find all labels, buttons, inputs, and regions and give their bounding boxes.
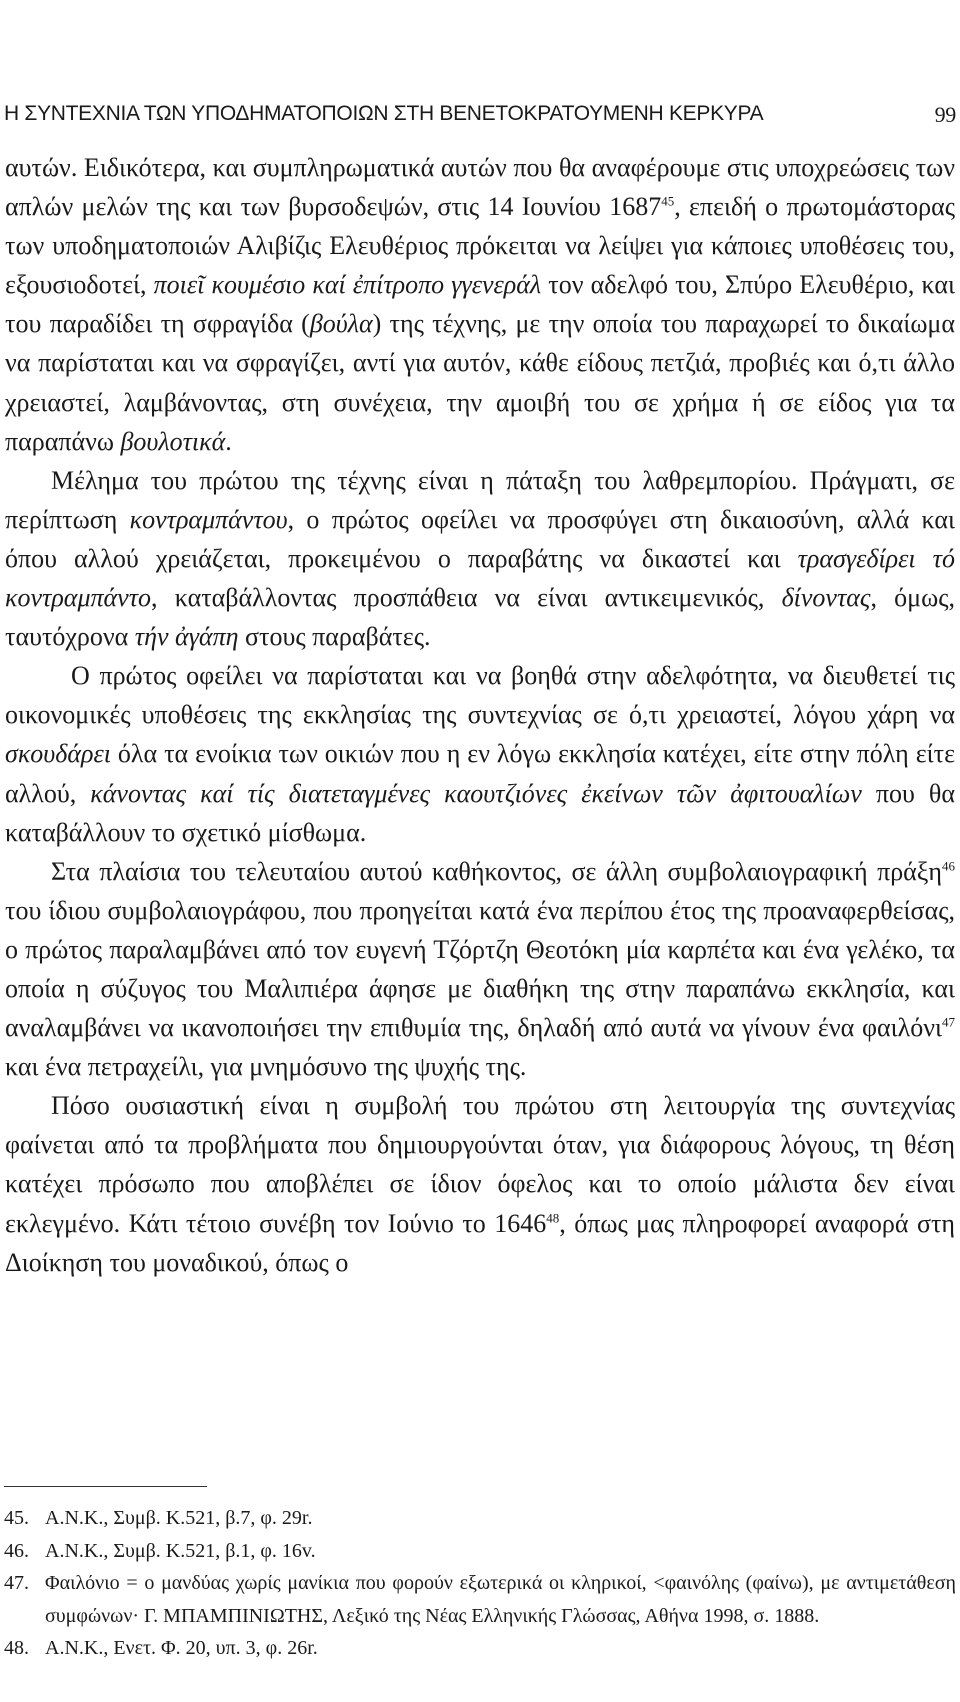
text-run: όλα τα ενοίκια των οικιών που η εν λόγω εκκλησία κατέχει, είτε στην πόλη είτε αλλού, — [5, 739, 955, 808]
text-run: στους παραβάτες. — [238, 622, 431, 652]
italic-run: σκουδάρει — [5, 739, 111, 769]
text-run: Πόσο ουσιαστική είναι η συμβολή του πρώτου στη λειτουργία της συντεχνίας φαίνεται από τα προβλήματα που δημιουργούνται όταν, για διάφορους λόγους, τη θέση κατέχει πρόσωπο που αποβλέπει σε ίδιον όφελος και το οποίο μάλιστα δεν είναι εκλεγμένο. Κάτι τέτοιο συνέβη τον Ιούνιο το 1646 — [5, 1091, 955, 1238]
italic-run: δίνοντας — [781, 583, 871, 613]
italic-run: βούλα — [309, 309, 373, 339]
footnote-ref-47: 47 — [942, 1014, 955, 1030]
footnote-ref-45: 45 — [661, 193, 675, 209]
text-run: του ίδιου συμβολαιογράφου, που προηγείται κατά ένα περίπου έτος της προαναφερθείσας, ο πρώτος παραλαμβάνει από τον ευγενή Τζόρτζη Θεοτόκη μία καρπέτα και ένα γελέκο, τα οποία η σύζυγος του Μαλιπιέρα άφησε με διαθήκη της στην παραπάνω εκκλησία, και αναλαμβάνει να ικανοποιήσει την επιθυμία της, δηλαδή από αυτά να γίνουν ένα φαιλόνι — [5, 895, 955, 1043]
text-run: . — [225, 426, 232, 456]
paragraph-2 — [5, 461, 955, 656]
paragraph-3 — [5, 656, 955, 851]
footnote-item — [4, 1567, 956, 1632]
italic-run: τήν ἀγάπη — [134, 622, 239, 652]
paragraph-5 — [5, 1086, 955, 1281]
text-run: , ο πρώτος οφείλει να προσφύγει στη δικαιοσύνη, αλλά και όπου αλλού χρειάζεται, προκειμένου ο παραβάτης να δικαστεί και — [5, 504, 955, 573]
page-number: 99 — [934, 102, 956, 127]
text-run: , όμως, ταυτόχρονα — [5, 583, 955, 652]
footnote-text: Α.Ν.Κ., Συμβ. Κ.521, β.1, φ. 16v. — [45, 1539, 316, 1562]
footnote-item — [4, 1502, 956, 1535]
footnote-item — [4, 1632, 956, 1665]
text-run: Στα πλαίσια του τελευταίου αυτού καθήκοντος, σε άλλη συμβολαιογραφική πράξη — [51, 856, 942, 886]
footnote-item — [4, 1535, 956, 1568]
footnote-ref-46: 46 — [942, 858, 955, 874]
header-title: Η ΣΥΝΤΕΧΝΙΑ ΤΩΝ ΥΠΟΔΗΜΑΤΟΠΟΙΩΝ ΣΤΗ ΒΕΝΕΤΟΚΡΑΤΟΥΜΕΝΗ ΚΕΡΚΥΡΑ — [4, 102, 764, 125]
footnote-text: Α.Ν.Κ., Συμβ. Κ.521, β.7, φ. 29r. — [45, 1507, 313, 1529]
italic-run: κάνοντας καί τίς διατεταγμένες καουτζιόνες ἐκείνων τῶν ἀφιτουαλίων — [90, 778, 862, 808]
text-run: αυτών. Ειδικότερα, και συμπληρωματικά αυτών που θα αναφέρουμε στις υποχρεώσεις των απλών μελών της και των βυρσοδεψών, στις 14 Ιουνίου 1687 — [5, 153, 955, 222]
text-run: ) της τέχνης, με την οποία του παραχωρεί το δικαίωμα να παρίσταται και να σφραγίζει, αντί για αυτόν, κάθε είδους πετζιά, προβιές και ό,τι άλλο χρειαστεί, λαμβάνοντας, στη συνέχεια, την αμοιβή του σε χρήμα ή σε είδος για τα παραπάνω — [5, 309, 955, 456]
text-run: που θα καταβάλλουν το σχετικό μίσθωμα. — [5, 778, 955, 847]
italic-run: ποιεῖ κουμέσιο καί ἐπίτροπο γγενεράλ — [153, 270, 542, 300]
footnote-number: 48. — [4, 1637, 29, 1660]
text-run: Ο πρώτος οφείλει να παρίσταται και να βοηθά στην αδελφότητα, να διευθετεί τις οικονομικές υποθέσεις της εκκλησίας της συντεχνίας σε ό,τι χρειαστεί, λόγου χάρη να — [5, 661, 955, 730]
footnote-text: Α.Ν.Κ., Ενετ. Φ. 20, υπ. 3, φ. 26r. — [45, 1637, 318, 1660]
text-run: , όπως μας πληροφορεί αναφορά στη Διοίκηση του μοναδικού, όπως ο — [5, 1208, 956, 1277]
body-text — [5, 148, 955, 1282]
paragraph-4 — [5, 852, 955, 1087]
italic-run: κοντραμπάντου — [129, 504, 288, 534]
text-run: , καταβάλλοντας προσπάθεια να είναι αντικειμενικός, — [151, 583, 782, 613]
italic-run: βουλοτικά — [120, 426, 226, 456]
text-run: Μέλημα του πρώτου της τέχνης είναι η πάταξη του λαθρεμπορίου. Πράγματι, σε περίπτωση — [5, 465, 955, 534]
text-run: τον αδελφό του, Σπύρο Ελευθέριο, και του παραδίδει τη σφραγίδα ( — [5, 270, 955, 339]
paragraph-1 — [5, 148, 955, 461]
footnote-ref-48: 48 — [546, 1209, 560, 1225]
footnote-separator — [4, 1486, 207, 1487]
footnotes — [4, 1502, 956, 1665]
footnote-number: 46. — [4, 1539, 29, 1562]
text-run: και ένα πετραχείλι, για μνημόσυνο της ψυχής της. — [5, 1052, 527, 1082]
footnote-number: 45. — [4, 1507, 29, 1529]
text-run: , επειδή ο πρωτομάστορας των υποδηματοποιών Αλιβίζις Ελευθέριος πρόκειται να λείψει για κάποιες υποθέσεις του, εξουσιοδοτεί, — [5, 192, 956, 300]
footnote-text: Φαιλόνιο = ο μανδύας χωρίς μανίκια που φορούν εξωτερικά οι κληρικοί, <φαινόλης (φαίνω), με αντιμετάθεση συμφώνων· Γ. ΜΠΑΜΠΙΝΙΩΤΗΣ, Λεξικό της Νέας Ελληνικής Γλώσσας, Αθήνα 1998, σ. 1888. — [45, 1572, 956, 1627]
footnote-number: 47. — [4, 1572, 29, 1595]
italic-run: τρασγεδίρει τό κοντραμπάντο — [5, 543, 955, 613]
running-header — [4, 98, 956, 132]
